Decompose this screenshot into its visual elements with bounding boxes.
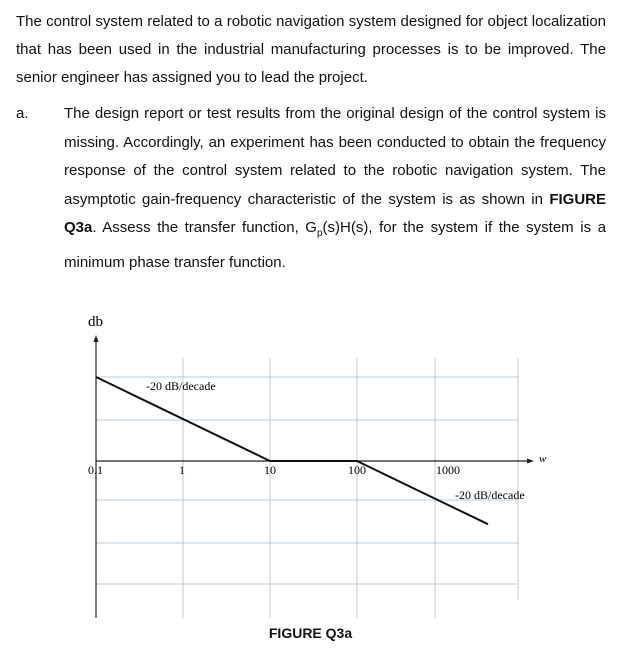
slope-label-right: -20 dB/decade: [455, 488, 525, 502]
question-text-part-2: . Assess the transfer function, G: [92, 219, 317, 236]
tick-label: 10: [264, 463, 276, 477]
bode-plot: [0, 300, 621, 630]
y-axis-label: db: [88, 314, 103, 330]
question-text-part-3: (s)H(s), for the system if the system is a minimum phase transfer function.: [64, 219, 606, 271]
x-axis-label: w: [539, 453, 547, 465]
y-axis-arrow: [94, 335, 99, 342]
question-letter: a.: [16, 105, 29, 122]
question-text: [64, 100, 606, 277]
tick-labels: [88, 463, 460, 477]
tick-label: 1000: [436, 463, 460, 477]
tick-label: 0.1: [88, 463, 103, 477]
figure-q3a: [0, 300, 621, 653]
x-axis-arrow: [527, 459, 534, 464]
intro-paragraph: The control system related to a robotic navigation system designed for object localization that has been used in the industrial manufacturing processes is to be improved. The senior engineer has assigned you to lead the project.: [16, 13, 606, 86]
subscript-p: p: [316, 228, 323, 239]
slope-label-left: -20 dB/decade: [146, 379, 216, 393]
question-text-part-1: The design report or test results from the original design of the control system is missing. Accordingly, an experiment has been conducted to obtain the frequency response of the control system related to the robotic navigation system. The asymptotic gain-frequency characteristic of the system is as shown in: [64, 105, 606, 208]
tick-label: 100: [348, 463, 366, 477]
figure-caption: FIGURE Q3a: [268, 625, 353, 641]
figure-reference: FIGURE Q3a: [64, 190, 606, 236]
asymptote-line: [96, 377, 488, 524]
tick-label: 1: [179, 463, 185, 477]
